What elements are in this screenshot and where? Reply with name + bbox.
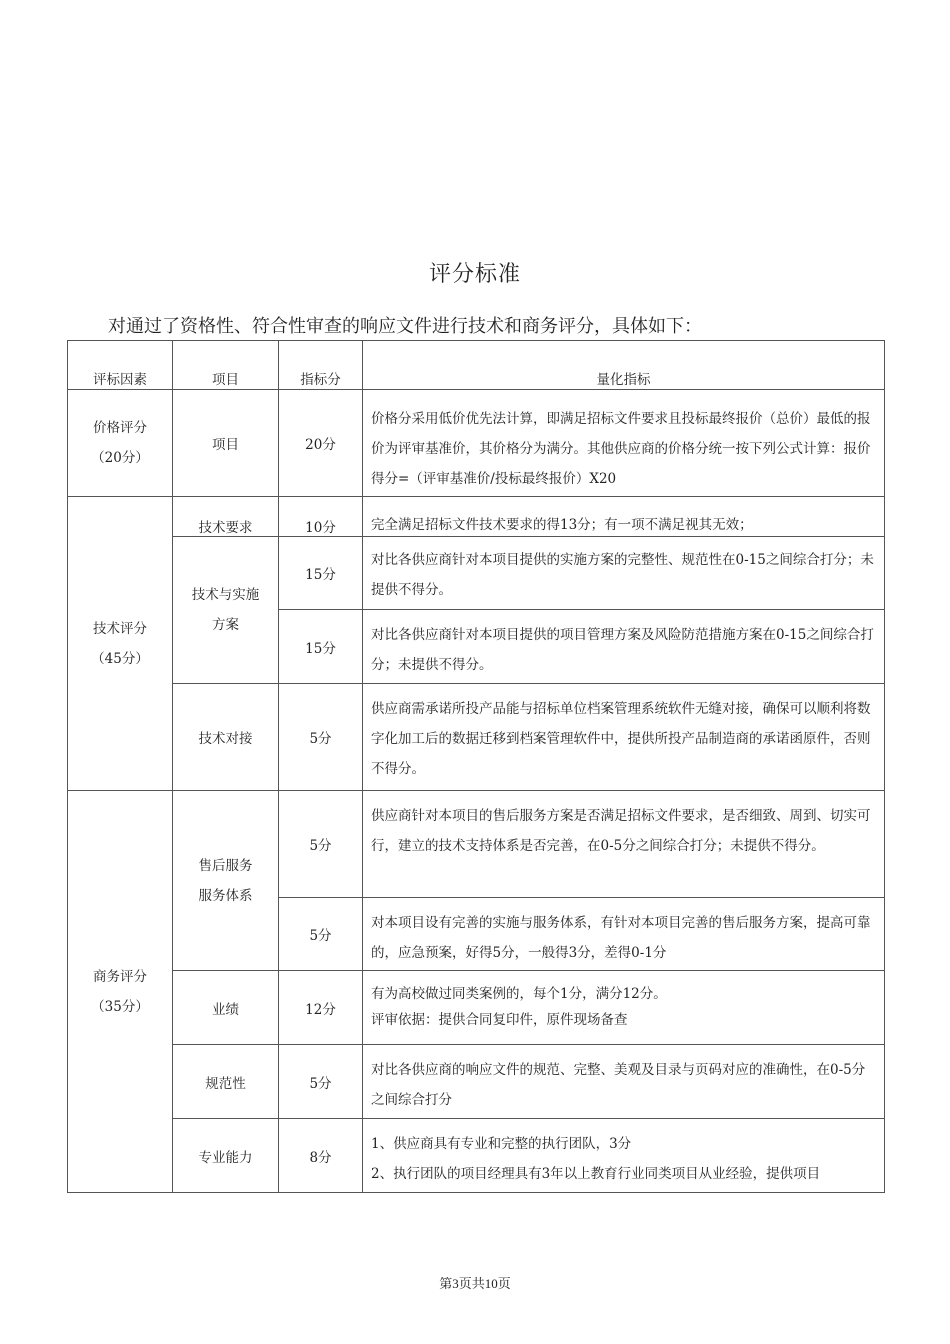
table-header-row: [68, 341, 885, 390]
business-criteria-capability: 1、供应商具有专业和完整的执行团队，3分 2、执行团队的项目经理具有3年以上教育行业同类项目从业经验，提供项目: [363, 1119, 885, 1193]
tech-item-plan: 技术与实施 方案: [173, 537, 279, 684]
header-criteria: 量化指标: [363, 341, 885, 390]
intro-paragraph: 对通过了资格性、符合性审查的响应文件进行技术和商务评分，具体如下：: [108, 316, 702, 337]
business-criteria-system: 对本项目设有完善的实施与服务体系，有针对本项目完善的售后服务方案，提高可靠的，应急预案，好得5分，一般得3分，差得0-1分: [363, 898, 885, 971]
business-score-system: 5分: [279, 898, 363, 971]
business-factor: 商务评分 （35分）: [68, 791, 173, 1193]
price-score: 20分: [279, 390, 363, 497]
business-item-performance: 业绩: [173, 971, 279, 1045]
tech-criteria-integration: 供应商需承诺所投产品能与招标单位档案管理系统软件无缝对接，确保可以顺利将数字化加工后的数据迁移到档案管理软件中，提供所投产品制造商的承诺函原件，否则不得分。: [363, 684, 885, 791]
table-row: [68, 1045, 885, 1119]
tech-criteria-management: 对比各供应商针对本项目提供的项目管理方案及风险防范措施方案在0-15之间综合打分；未提供不得分。: [363, 610, 885, 684]
price-factor: 价格评分 （20分）: [68, 390, 173, 497]
business-score-compliance: 5分: [279, 1045, 363, 1119]
tech-score-plan: 15分: [279, 537, 363, 610]
business-criteria-service: 供应商针对本项目的售后服务方案是否满足招标文件要求，是否细致、周到、切实可行，建立的技术支持体系是否完善，在0-5分之间综合打分；未提供不得分。: [363, 791, 885, 898]
table-row: [68, 684, 885, 791]
table-row: [68, 497, 885, 537]
business-score-service: 5分: [279, 791, 363, 898]
tech-score-integration: 5分: [279, 684, 363, 791]
table-row: [68, 537, 885, 610]
business-criteria-compliance: 对比各供应商的响应文件的规范、完整、美观及目录与页码对应的准确性，在0-5分之间综合打分: [363, 1045, 885, 1119]
header-item: 项目: [173, 341, 279, 390]
tech-criteria-requirements: 完全满足招标文件技术要求的得13分；有一项不满足视其无效；: [363, 497, 885, 537]
business-item-service: 售后服务 服务体系: [173, 791, 279, 971]
table-row: [68, 1119, 885, 1193]
business-item-capability: 专业能力: [173, 1119, 279, 1193]
business-score-capability: 8分: [279, 1119, 363, 1193]
tech-score-requirements: 10分: [279, 497, 363, 537]
tech-item-integration: 技术对接: [173, 684, 279, 791]
page-title: 评分标准: [428, 262, 521, 287]
scoring-table: [67, 340, 885, 1193]
header-factor: 评标因素: [68, 341, 173, 390]
table-row: [68, 971, 885, 1045]
tech-score-management: 15分: [279, 610, 363, 684]
business-item-compliance: 规范性: [173, 1045, 279, 1119]
table-row: [68, 390, 885, 497]
tech-factor: 技术评分 （45分）: [68, 497, 173, 791]
price-item: 项目: [173, 390, 279, 497]
table-row: [68, 791, 885, 898]
page-footer: 第3页共10页: [439, 1276, 511, 1291]
tech-criteria-plan: 对比各供应商针对本项目提供的实施方案的完整性、规范性在0-15之间综合打分；未提供不得分。: [363, 537, 885, 610]
price-criteria: 价格分采用低价优先法计算，即满足招标文件要求且投标最终报价（总价）最低的报价为评审基准价，其价格分为满分。其他供应商的价格分统一按下列公式计算：报价得分=（评审基准价/投标最终报价）X20: [363, 390, 885, 497]
business-score-performance: 12分: [279, 971, 363, 1045]
tech-item-requirements: 技术要求: [173, 497, 279, 537]
header-score: 指标分: [279, 341, 363, 390]
business-criteria-performance: 有为高校做过同类案例的，每个1分，满分12分。 评审依据：提供合同复印件，原件现场备查: [363, 971, 885, 1045]
